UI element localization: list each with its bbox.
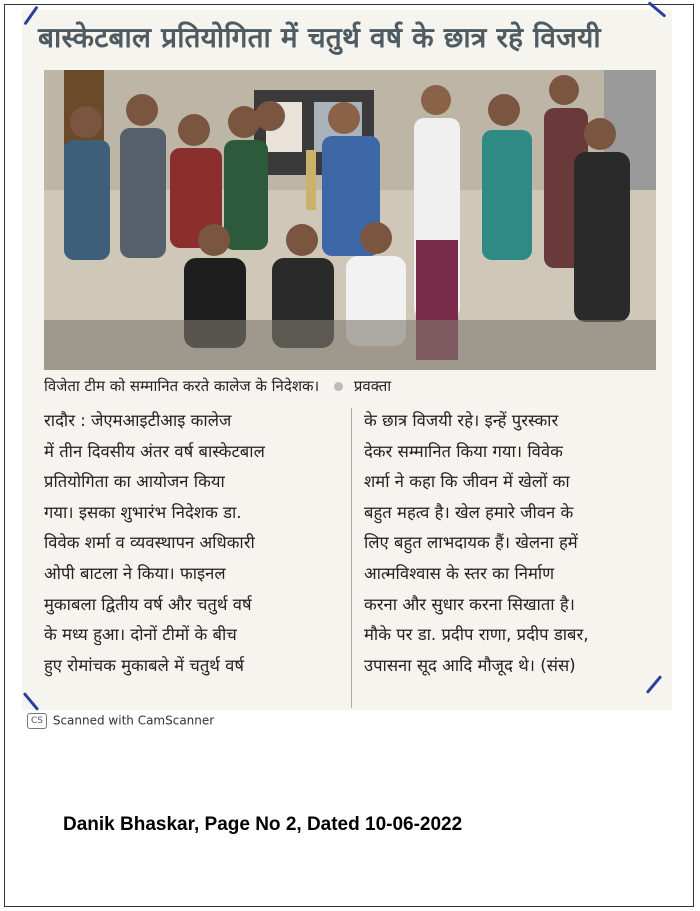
article-line: शर्मा ने कहा कि जीवन में खेलों का — [364, 472, 570, 492]
article-line: बहुत महत्व है। खेल हमारे जीवन के — [364, 502, 574, 522]
team-photo — [44, 70, 656, 370]
article-line: करना और सुधार करना सिखाता है। — [364, 594, 575, 614]
scanner-watermark — [27, 713, 214, 729]
article-line: में तीन दिवसीय अंतर वर्ष बास्केटबाल — [44, 441, 265, 461]
article-line: मौके पर डा. प्रदीप राणा, प्रदीप डाबर, — [364, 625, 589, 645]
article-line: रादौर : जेएमआइटीआइ कालेज — [44, 411, 232, 430]
article-column-right — [364, 406, 664, 681]
article-line: प्रतियोगिता का आयोजन किया — [44, 472, 225, 492]
caption-text: विजेता टीम को सम्मानित करते कालेज के निदेशक। — [44, 377, 320, 395]
bullet-icon — [334, 382, 343, 391]
article-line: उपासना सूद आदि मौजूद थे। (संस) — [364, 655, 576, 675]
article-line: आत्मविश्वास के स्तर का निर्माण — [364, 563, 555, 583]
article-line: ओपी बाटला ने किया। फाइनल — [44, 563, 226, 583]
article-line: लिए बहुत लाभदायक हैं। खेलना हमें — [364, 533, 578, 553]
trophy-icon — [306, 150, 316, 210]
article-column-left — [44, 406, 346, 681]
team-photo-illustration — [44, 70, 656, 370]
article-line: हुए रोमांचक मुकाबले में चतुर्थ वर्ष — [44, 655, 244, 675]
source-line: Danik Bhaskar, Page No 2, Dated 10-06-2022 — [63, 814, 463, 835]
headline: बास्केटबाल प्रतियोगिता में चतुर्थ वर्ष के छात्र रहे विजयी — [38, 21, 601, 54]
article-line: विवेक शर्मा व व्यवस्थापन अधिकारी — [44, 533, 255, 553]
camscanner-logo-icon: CS — [27, 713, 47, 729]
article-line: गया। इसका शुभारंभ निदेशक डा. — [44, 502, 242, 522]
column-divider — [351, 408, 352, 708]
article-line: मुकाबला द्वितीय वर्ष और चतुर्थ वर्ष — [44, 594, 252, 614]
scanner-text: Scanned with CamScanner — [52, 713, 215, 728]
caption-credit: प्रवक्ता — [353, 377, 392, 395]
article-line: देकर सम्मानित किया गया। विवेक — [364, 441, 563, 461]
article-line: के मध्य हुआ। दोनों टीमों के बीच — [44, 625, 237, 645]
photo-caption — [44, 376, 391, 396]
article-line: के छात्र विजयी रहे। इन्हें पुरस्कार — [364, 411, 559, 430]
